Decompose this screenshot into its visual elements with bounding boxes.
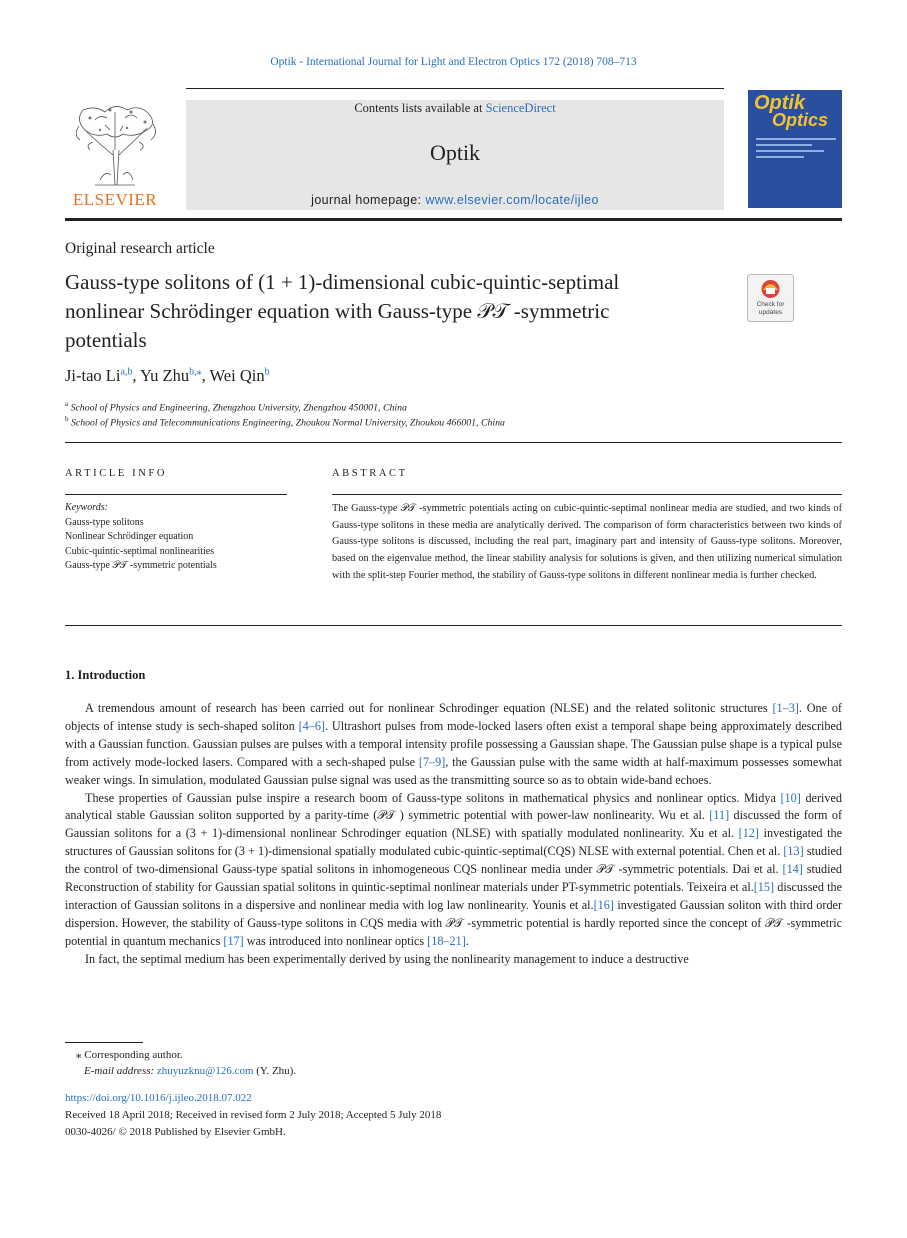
corresponding-author-note: ⁎ Corresponding author. [76, 1049, 183, 1061]
affiliation-rule [65, 442, 842, 443]
copyright-line: 0030-4026/ © 2018 Published by Elsevier GmbH. [65, 1126, 286, 1138]
article-title: Gauss-type solitons of (1 + 1)-dimensional cubic-quintic-septimal nonlinear Schrödinger equation with Gauss-type 𝒫𝒯 -symmetric potentials [65, 270, 620, 352]
homepage-link[interactable]: www.elsevier.com/locate/ijleo [425, 193, 599, 207]
footnote-rule [65, 1042, 143, 1043]
reference-link[interactable]: [13] [783, 844, 804, 859]
reference-link[interactable]: [17] [223, 933, 244, 948]
author[interactable]: Yu Zhu$^{b,⁎}$ [140, 366, 202, 385]
keyword-item: Cubic-quintic-septimal nonlinearities [65, 546, 215, 557]
article-info-rule [65, 494, 287, 495]
cover-subtitle: Optics [772, 110, 829, 130]
reference-link[interactable]: [11] [709, 808, 730, 823]
badge-text-1: Check for [756, 301, 785, 308]
header-rule [186, 88, 724, 89]
affiliation-b: $^b$ School of Physics and Telecommunications Engineering, Zhoukou Normal University, Zhoukou 466001, China [65, 415, 505, 429]
section-heading-introduction: 1. Introduction [65, 668, 146, 682]
reference-link[interactable]: [10] [780, 790, 801, 805]
introduction-body [65, 700, 842, 969]
cover-decoration [756, 134, 836, 162]
abstract-rule [332, 494, 842, 495]
check-for-updates-badge[interactable] [747, 274, 794, 322]
abstract-text: The Gauss-type 𝒫𝒯 -symmetric potentials acting on cubic-quintic-septimal nonlinear media are studied, and two kinds of Gauss-type solitons in these media are analytically derived. The comparison of form characteristics between two kinds of Gauss-type solitons is discussed, including the real part, imaginary part and intensity of Gauss-type solitons. Moreover, based on the eigenvalue method, the linear stability analysis for solutions is given, and then utilizing numerical simulation with the split-step Fourier method, the stability of Gauss-type solitons in different nonlinear media is further checked. [332, 503, 842, 581]
abstract-bottom-rule [65, 625, 842, 626]
reference-link[interactable]: [1–3] [772, 701, 799, 715]
keyword-item: Gauss-type solitons [65, 517, 144, 528]
email-link[interactable]: zhuyuzknu@126.com [156, 1065, 254, 1077]
contents-line: Contents lists available at ScienceDirect [354, 101, 556, 115]
cover-title: Optik [754, 92, 806, 114]
author[interactable]: Wei Qin$^b$ [209, 366, 270, 385]
doi-link[interactable]: https://doi.org/10.1016/j.ijleo.2018.07.022 [65, 1092, 252, 1104]
reference-link[interactable]: [16] [593, 897, 614, 912]
sciencedirect-link[interactable]: ScienceDirect [485, 101, 556, 115]
elsevier-wordmark: ELSEVIER [72, 190, 158, 209]
reference-link[interactable]: [15] [753, 880, 775, 895]
keyword-item: Gauss-type 𝒫𝒯 -symmetric potentials [65, 560, 217, 571]
keyword-item: Nonlinear Schrödinger equation [65, 531, 194, 542]
author[interactable]: Ji-tao Li$^{a,b}$ [65, 366, 133, 385]
received-dates: Received 18 April 2018; Received in revised form 2 July 2018; Accepted 5 July 2018 [65, 1109, 442, 1121]
article-type: Original research article [65, 240, 215, 257]
journal-citation[interactable]: Optik - International Journal for Light and Electron Optics 172 (2018) 708–713 [270, 56, 637, 68]
reference-link[interactable]: [18–21] [427, 933, 466, 948]
elsevier-tree-logo [65, 100, 165, 190]
abstract-heading: ABSTRACT [332, 468, 408, 479]
badge-text-2: updates [758, 309, 783, 316]
journal-homepage: journal homepage: www.elsevier.com/locate/ijleo [311, 193, 599, 207]
paragraph: A tremendous amount of research has been carried out for nonlinear Schrodinger equation (NLSE) and the related solitonic structures [1–3]. One of objects of intense study is sech-shaped soliton [4–6]. Ultrashort pulses from mode-locked lasers often exist a temporal shape being approximately described with a Gaussian function. Gaussian pulses are pulses with a temporal intensity profile possessing a Gaussian shape. The Gaussian pulse shape is a typical pulse from actively mode-locked lasers. Compared with a sech-shaped pulse [7–9], the Gaussian pulse with the same width at half-maximum possesses somewhat weaker wings. In simulation, modulated Gaussian pulse signal was used as the transmitting source so as to obtain wide-band echoes. [65, 701, 843, 787]
author-list: Ji-tao Li$^{a,b}$, Yu Zhu$^{b,⁎}$, Wei Qin$^b$ [65, 366, 270, 385]
keywords-label: Keywords: [65, 502, 108, 513]
reference-link[interactable]: [12] [738, 826, 759, 841]
journal-cover[interactable] [748, 90, 842, 208]
reference-link[interactable]: [14] [782, 862, 803, 877]
reference-link[interactable]: [7–9] [418, 754, 446, 769]
article-info-heading: ARTICLE INFO [65, 468, 168, 479]
paragraph: These properties of Gaussian pulse inspire a research boom of Gauss-type solitons in mathematical physics and nonlinear optics. Midya [10] derived analytical stable Gaussian soliton supported by a parity-time (𝒫𝒯 ) symmetric potential with power-law nonlinearity. Wu et al. [11] discussed the form of Gaussian solitons for a (3 + 1)-dimensional nonlinear Schrodinger equation (NLSE) with spatially modulated nonlinearity. Xu et al. [12] investigated the structures of Gaussian solitons for (3 + 1)-dimensional spatially modulated cubic-quintic-septimal(CQS) NLSE with external potential. Chen et al. [13] studied the control of two-dimensional Gauss-type spatial solitons in inhomogeneous CQS nonlinear media under 𝒫𝒯 -symmetric potentials. Dai et al. [14] studied Reconstruction of stability for Gaussian spatial solitons in quintic-septimal nonlinear materials under PT-symmetric potentials. Teixeira et al.[15] discussed the interaction of Gaussian solitons in a dispersive and nonlinear media with log law nonlinearity. Younis et al.[16] investigated Gaussian soliton with third order dispersion. However, the stability of Gauss-type solitons in CQS media with 𝒫𝒯 -symmetric potential is hardly reported since the concept of 𝒫𝒯 -symmetric potential in quantum mechanics [17] was introduced into nonlinear optics [18–21]. [65, 790, 843, 948]
email-note: E-mail address: zhuyuzknu@126.com (Y. Zhu). [84, 1065, 297, 1077]
masthead-rule [65, 218, 842, 221]
paragraph: In fact, the septimal medium has been experimentally derived by using the nonlinearity management to induce a destructive [85, 951, 689, 966]
journal-title: Optik [429, 140, 481, 165]
affiliation-a: $^a$ School of Physics and Engineering, Zhengzhou University, Zhengzhou 450001, China [65, 400, 407, 414]
reference-link[interactable]: [4–6] [298, 718, 325, 733]
